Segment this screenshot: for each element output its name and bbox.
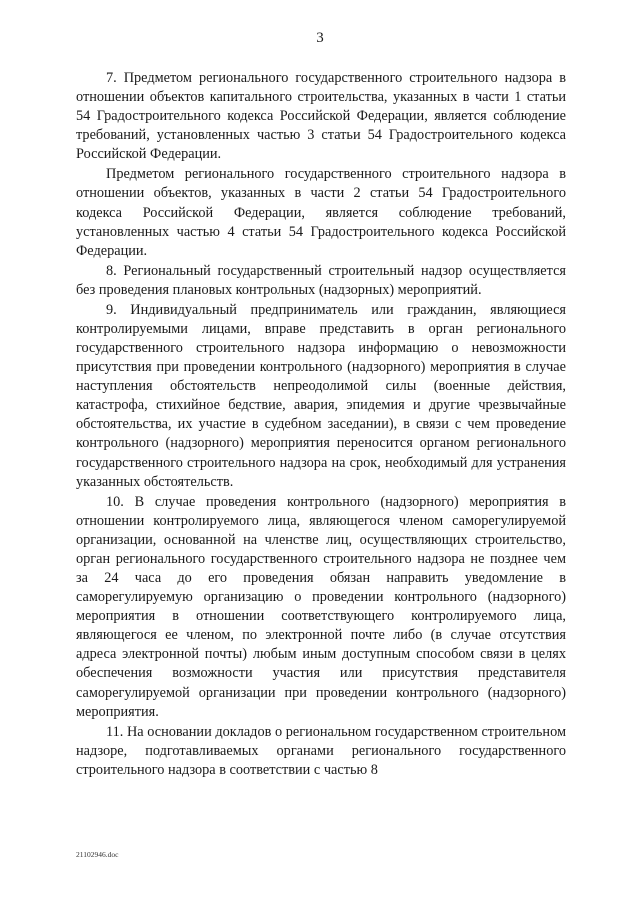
paragraph-7-continued: Предметом регионального государственного строительного надзора в отношении объектов, указанных в части 2 статьи 54 Градостроительного кодекса Российской Федерации, является соблюдение требований, установленных частью 4 статьи 54 Градостроительного кодекса Российской Федерации.: [76, 166, 566, 259]
paragraph-7: 7. Предметом регионального государственного строительного надзора в отношении объектов капитального строительства, указанных в части 1 статьи 54 Градостроительного кодекса Российской Федерации, является соблюдение требований, установленных частью 3 статьи 54 Градостроительного кодекса Российской Федерации.: [76, 70, 566, 163]
paragraph-10: 10. В случае проведения контрольного (надзорного) мероприятия в отношении контролируемого лица, являющегося членом саморегулируемой организации, основанной на членстве лиц, осуществляющих строительство, орган регионального государственного строительного надзора не позднее чем за 24 часа до его проведения обязан направить уведомление в саморегулируемую организацию о проведении контрольного (надзорного) мероприятия в отношении соответствующего контролируемого лица, являющегося ее членом, по электронной почте либо (в случае отсутствия адреса электронной почты) любым иным доступным способом связи в целях обеспечения возможности участия или присутствия представителя саморегулируемой организации при проведении контрольного (надзорного) мероприятия.: [76, 493, 566, 720]
paragraph-11: 11. На основании докладов о региональном государственном строительном надзоре, подготавливаемых органами регионального государственного строительного надзора в соответствии с частью 8: [76, 723, 566, 778]
paragraph-8: 8. Региональный государственный строительный надзор осуществляется без проведения плановых контрольных (надзорных) мероприятий.: [76, 262, 566, 298]
footer-filename: 21102946.doc: [76, 850, 119, 859]
page-number: 3: [316, 30, 324, 46]
paragraph-9: 9. Индивидуальный предприниматель или гражданин, являющиеся контролируемыми лицами, вправе представить в орган регионального государственного строительного надзора информацию о невозможности присутствия при проведении контрольного (надзорного) мероприятия в случае наступления обстоятельств непреодолимой силы (военные действия, катастрофа, стихийное бедствие, авария, эпидемия и другие чрезвычайные обстоятельства, их участие в судебном заседании), в связи с чем проведение контрольного (надзорного) мероприятия переносится органом регионального государственного строительного надзора на срок, необходимый для устранения указанных обстоятельств.: [76, 301, 566, 490]
document-body: [76, 69, 566, 780]
